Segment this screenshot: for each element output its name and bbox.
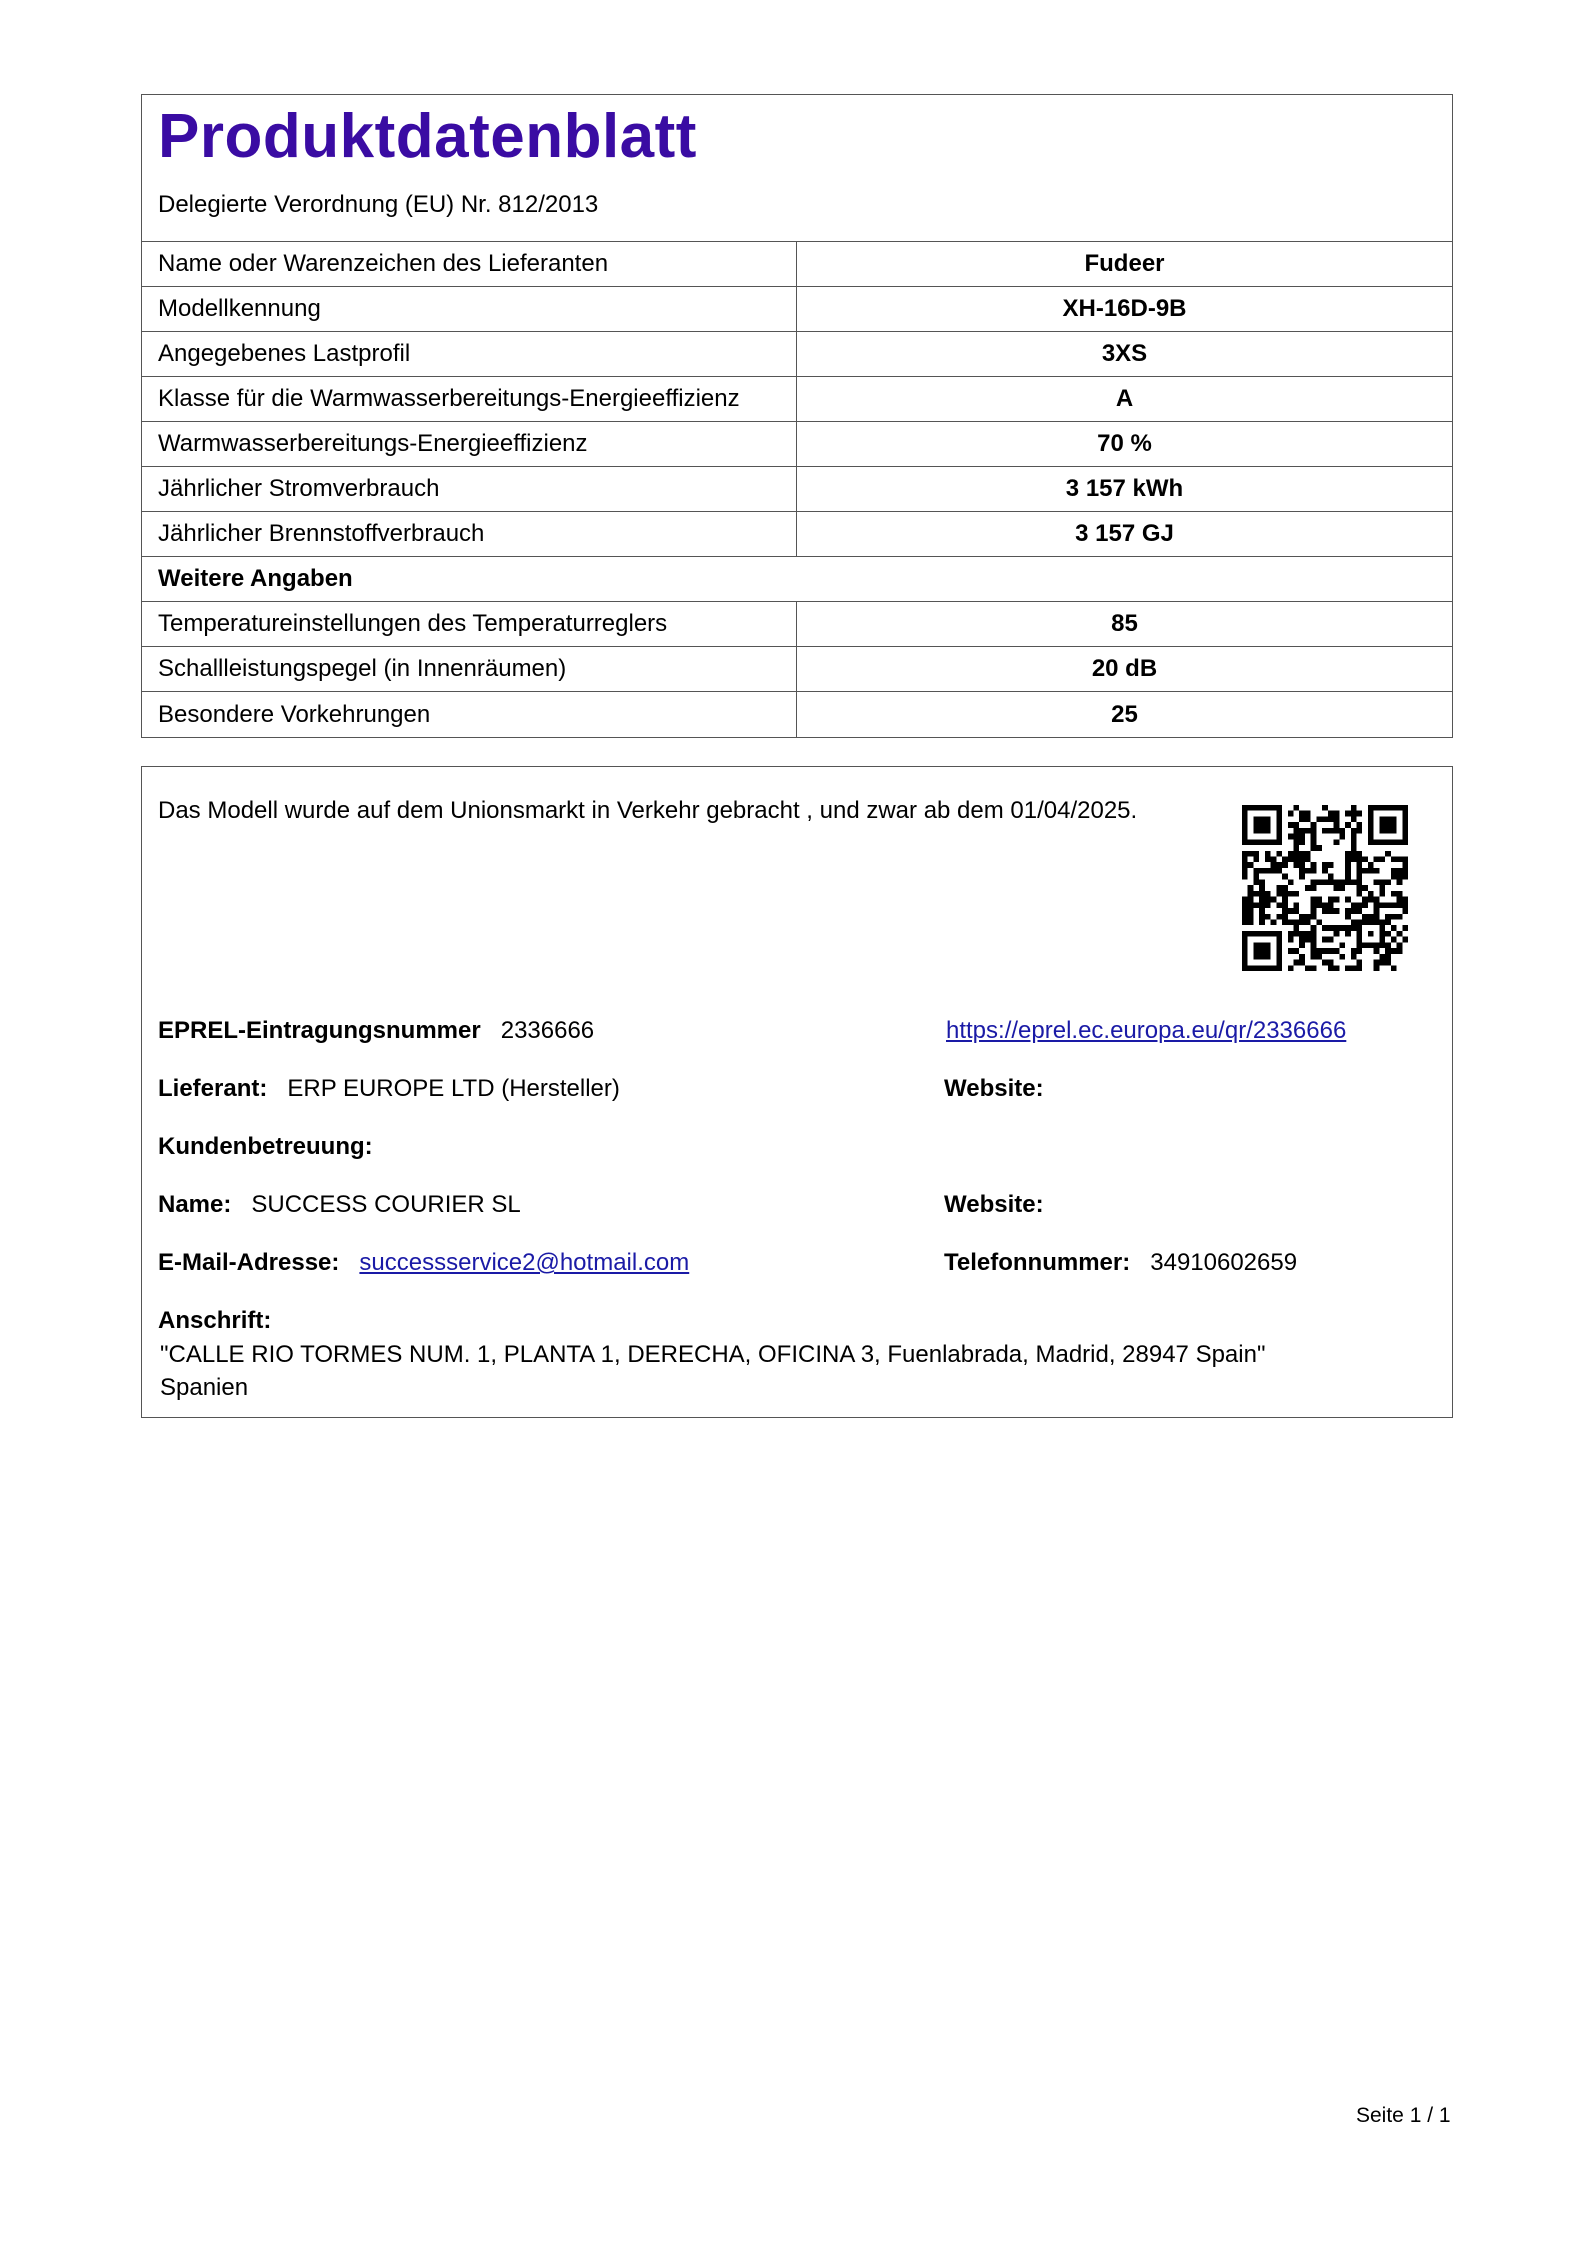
table-row — [142, 242, 1452, 287]
name-label: Name: — [158, 1191, 232, 1218]
eprel-number: 2336666 — [500, 1017, 595, 1044]
supplier-info-box — [141, 766, 1453, 1418]
row-label: Klasse für die Warmwasserbereitungs-Energieeffizienz — [142, 377, 797, 421]
page-title: Produktdatenblatt — [158, 102, 697, 171]
table-row — [142, 647, 1452, 692]
row-value: 3 157 kWh — [1065, 475, 1184, 502]
customer-service-label: Kundenbetreuung: — [158, 1133, 373, 1160]
name-value: SUCCESS COURIER SL — [251, 1191, 521, 1218]
row-value: 70 % — [1097, 430, 1152, 457]
row-label: Jährlicher Stromverbrauch — [142, 467, 797, 511]
email-row — [158, 1249, 689, 1277]
row-value: 3 157 GJ — [1075, 520, 1174, 547]
row-value: 85 — [1111, 610, 1138, 637]
product-data-table — [141, 94, 1453, 738]
row-label: Schallleistungspegel (in Innenräumen) — [142, 647, 797, 691]
section-heading-row — [142, 557, 1452, 602]
row-label: Warmwasserbereitungs-Energieeffizienz — [142, 422, 797, 466]
eprel-link-wrap — [946, 1017, 1346, 1045]
table-row — [142, 287, 1452, 332]
supplier-row — [158, 1075, 620, 1103]
row-label: Name oder Warenzeichen des Lieferanten — [142, 242, 797, 286]
table-row — [142, 467, 1452, 512]
phone-value: 34910602659 — [1150, 1249, 1298, 1276]
table-row — [142, 422, 1452, 467]
row-value: XH-16D-9B — [1062, 295, 1187, 322]
supplier-value: ERP EUROPE LTD (Hersteller) — [287, 1075, 620, 1102]
row-value: 20 dB — [1091, 655, 1158, 682]
row-label: Temperatureinstellungen des Temperaturreglers — [142, 602, 797, 646]
address-line-2: Spanien — [160, 1374, 249, 1401]
address-label: Anschrift: — [158, 1307, 272, 1334]
name-row — [158, 1191, 521, 1219]
row-label: Angegebenes Lastprofil — [142, 332, 797, 376]
phone-label: Telefonnummer: — [944, 1249, 1131, 1276]
section-heading: Weitere Angaben — [158, 565, 353, 592]
qr-code-icon[interactable] — [1242, 805, 1408, 971]
row-value: 3XS — [1101, 340, 1148, 367]
row-value: 25 — [1111, 700, 1138, 728]
website-label-1: Website: — [944, 1075, 1044, 1102]
address-line-1: "CALLE RIO TORMES NUM. 1, PLANTA 1, DERECHA, OFICINA 3, Fuenlabrada, Madrid, 28947 Spain" — [160, 1341, 1266, 1368]
eprel-row — [158, 1017, 594, 1045]
regulation-text: Delegierte Verordnung (EU) Nr. 812/2013 — [158, 191, 599, 218]
row-label: Jährlicher Brennstoffverbrauch — [142, 512, 797, 556]
email-label: E-Mail-Adresse: — [158, 1249, 340, 1276]
supplier-label: Lieferant: — [158, 1075, 268, 1102]
row-value: Fudeer — [1084, 250, 1165, 277]
market-date-text: Das Modell wurde auf dem Unionsmarkt in Verkehr gebracht , und zwar ab dem 01/04/2025. — [158, 797, 1138, 824]
table-row — [142, 377, 1452, 422]
table-row — [142, 692, 1452, 737]
page-number: Seite 1 / 1 — [1356, 2104, 1451, 2127]
sheet-header — [142, 95, 1452, 242]
eprel-label: EPREL-Eintragungsnummer — [158, 1017, 481, 1044]
website-label-2: Website: — [944, 1191, 1044, 1218]
table-row — [142, 512, 1452, 557]
row-value: A — [1115, 385, 1134, 412]
table-row — [142, 602, 1452, 647]
table-row — [142, 332, 1452, 377]
email-link[interactable]: successservice2@hotmail.com — [359, 1249, 690, 1276]
row-label: Besondere Vorkehrungen — [142, 692, 797, 737]
phone-row — [944, 1249, 1297, 1277]
row-label: Modellkennung — [142, 287, 797, 331]
eprel-link[interactable]: https://eprel.ec.europa.eu/qr/2336666 — [946, 1017, 1347, 1044]
